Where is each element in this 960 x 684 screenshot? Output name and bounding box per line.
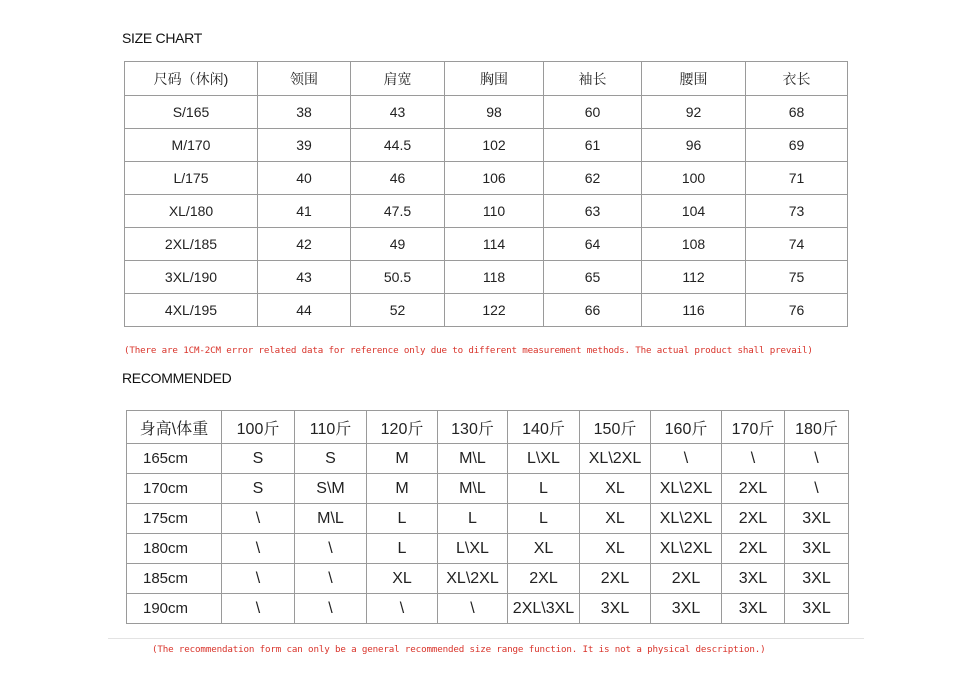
measurement-cell: 110 <box>445 195 544 228</box>
measurement-cell: 122 <box>445 294 544 327</box>
height-cell: 185cm <box>127 564 222 594</box>
weight-header: 150斤 <box>580 411 651 444</box>
recommended-size-cell: S <box>222 444 295 474</box>
measurement-cell: 50.5 <box>351 261 445 294</box>
recommended-size-cell: L <box>438 504 508 534</box>
measurement-cell: 118 <box>445 261 544 294</box>
column-header: 衣长 <box>746 62 848 96</box>
recommended-size-cell: \ <box>651 444 722 474</box>
weight-header: 160斤 <box>651 411 722 444</box>
recommended-size-cell: 2XL <box>651 564 722 594</box>
recommended-size-cell: \ <box>295 564 367 594</box>
recommended-size-cell: 3XL <box>785 504 849 534</box>
divider <box>108 638 864 639</box>
measurement-cell: 66 <box>544 294 642 327</box>
size-chart-title: SIZE CHART <box>122 30 202 46</box>
measurement-cell: 60 <box>544 96 642 129</box>
height-cell: 165cm <box>127 444 222 474</box>
weight-header: 140斤 <box>508 411 580 444</box>
weight-header: 120斤 <box>367 411 438 444</box>
recommended-size-cell: M <box>367 444 438 474</box>
measurement-cell: 62 <box>544 162 642 195</box>
recommended-size-cell: XL\2XL <box>651 534 722 564</box>
size-chart-table <box>124 61 848 327</box>
measurement-cell: 43 <box>351 96 445 129</box>
recommended-size-cell: 3XL <box>785 564 849 594</box>
measurement-cell: 64 <box>544 228 642 261</box>
recommended-size-cell: \ <box>222 534 295 564</box>
recommended-size-cell: S <box>222 474 295 504</box>
measurement-cell: 44 <box>258 294 351 327</box>
recommended-note: (The recommendation form can only be a general recommended size range function. It is not a physical description.) <box>152 644 766 655</box>
column-header: 尺码（休闲) <box>125 62 258 96</box>
size-chart-header-row <box>125 62 848 96</box>
recommended-size-cell: M\L <box>438 474 508 504</box>
recommended-size-cell: \ <box>785 444 849 474</box>
table-row <box>125 261 848 294</box>
measurement-cell: 61 <box>544 129 642 162</box>
recommended-size-cell: 3XL <box>722 594 785 624</box>
recommended-size-cell: XL <box>580 474 651 504</box>
table-row <box>127 534 849 564</box>
measurement-cell: 96 <box>642 129 746 162</box>
table-row <box>125 129 848 162</box>
measurement-cell: 108 <box>642 228 746 261</box>
recommended-size-cell: M\L <box>438 444 508 474</box>
measurement-cell: 100 <box>642 162 746 195</box>
recommended-size-cell: 2XL <box>722 534 785 564</box>
measurement-cell: 49 <box>351 228 445 261</box>
table-row <box>125 96 848 129</box>
measurement-cell: 73 <box>746 195 848 228</box>
weight-header: 130斤 <box>438 411 508 444</box>
size-label-cell: S/165 <box>125 96 258 129</box>
recommended-size-cell: XL\2XL <box>651 504 722 534</box>
column-header: 胸围 <box>445 62 544 96</box>
recommended-size-cell: M\L <box>295 504 367 534</box>
measurement-cell: 68 <box>746 96 848 129</box>
measurement-cell: 52 <box>351 294 445 327</box>
weight-header: 170斤 <box>722 411 785 444</box>
size-label-cell: XL/180 <box>125 195 258 228</box>
recommended-size-cell: L <box>367 504 438 534</box>
measurement-cell: 75 <box>746 261 848 294</box>
height-cell: 190cm <box>127 594 222 624</box>
recommended-size-cell: XL <box>580 504 651 534</box>
recommended-size-cell: \ <box>438 594 508 624</box>
recommended-header-row <box>127 411 849 444</box>
recommended-size-cell: 2XL <box>722 504 785 534</box>
recommended-size-cell: \ <box>295 534 367 564</box>
recommended-title: RECOMMENDED <box>122 370 232 386</box>
size-label-cell: 2XL/185 <box>125 228 258 261</box>
weight-header: 100斤 <box>222 411 295 444</box>
recommended-size-cell: XL\2XL <box>438 564 508 594</box>
recommended-size-cell: \ <box>222 504 295 534</box>
measurement-cell: 116 <box>642 294 746 327</box>
measurement-cell: 38 <box>258 96 351 129</box>
recommended-size-cell: L <box>367 534 438 564</box>
recommended-size-cell: 2XL <box>722 474 785 504</box>
measurement-cell: 46 <box>351 162 445 195</box>
measurement-cell: 69 <box>746 129 848 162</box>
recommended-size-cell: XL\2XL <box>580 444 651 474</box>
recommended-size-cell: S <box>295 444 367 474</box>
weight-header: 110斤 <box>295 411 367 444</box>
recommended-size-cell: 3XL <box>785 594 849 624</box>
column-header: 袖长 <box>544 62 642 96</box>
recommended-size-cell: L <box>508 474 580 504</box>
size-chart-note: (There are 1CM-2CM error related data for reference only due to different measurement methods. The actual product shall prevail) <box>124 345 813 356</box>
size-label-cell: 4XL/195 <box>125 294 258 327</box>
measurement-cell: 98 <box>445 96 544 129</box>
recommended-size-cell: S\M <box>295 474 367 504</box>
measurement-cell: 40 <box>258 162 351 195</box>
recommended-size-cell: \ <box>785 474 849 504</box>
recommended-size-cell: \ <box>222 594 295 624</box>
column-header: 领围 <box>258 62 351 96</box>
measurement-cell: 104 <box>642 195 746 228</box>
table-row <box>125 228 848 261</box>
measurement-cell: 65 <box>544 261 642 294</box>
column-header: 肩宽 <box>351 62 445 96</box>
height-cell: 170cm <box>127 474 222 504</box>
measurement-cell: 63 <box>544 195 642 228</box>
height-cell: 175cm <box>127 504 222 534</box>
recommended-size-cell: 2XL <box>580 564 651 594</box>
recommended-size-cell: 2XL\3XL <box>508 594 580 624</box>
recommended-size-cell: \ <box>295 594 367 624</box>
recommended-table <box>126 410 849 624</box>
measurement-cell: 74 <box>746 228 848 261</box>
measurement-cell: 41 <box>258 195 351 228</box>
recommended-size-cell: 3XL <box>785 534 849 564</box>
measurement-cell: 71 <box>746 162 848 195</box>
recommended-size-cell: XL\2XL <box>651 474 722 504</box>
measurement-cell: 44.5 <box>351 129 445 162</box>
measurement-cell: 92 <box>642 96 746 129</box>
table-row <box>127 504 849 534</box>
measurement-cell: 102 <box>445 129 544 162</box>
table-row <box>125 195 848 228</box>
recommended-size-cell: \ <box>722 444 785 474</box>
recommended-size-cell: M <box>367 474 438 504</box>
measurement-cell: 112 <box>642 261 746 294</box>
table-row <box>125 162 848 195</box>
recommended-size-cell: L\XL <box>438 534 508 564</box>
measurement-cell: 106 <box>445 162 544 195</box>
measurement-cell: 42 <box>258 228 351 261</box>
size-label-cell: 3XL/190 <box>125 261 258 294</box>
size-label-cell: M/170 <box>125 129 258 162</box>
measurement-cell: 39 <box>258 129 351 162</box>
recommended-size-cell: \ <box>367 594 438 624</box>
measurement-cell: 47.5 <box>351 195 445 228</box>
measurement-cell: 43 <box>258 261 351 294</box>
table-row <box>127 474 849 504</box>
recommended-size-cell: 3XL <box>651 594 722 624</box>
weight-header: 180斤 <box>785 411 849 444</box>
recommended-size-cell: 2XL <box>508 564 580 594</box>
table-row <box>127 444 849 474</box>
measurement-cell: 76 <box>746 294 848 327</box>
recommended-size-cell: L\XL <box>508 444 580 474</box>
table-row <box>125 294 848 327</box>
measurement-cell: 114 <box>445 228 544 261</box>
size-label-cell: L/175 <box>125 162 258 195</box>
table-row <box>127 564 849 594</box>
recommended-size-cell: XL <box>508 534 580 564</box>
recommended-size-cell: 3XL <box>722 564 785 594</box>
height-cell: 180cm <box>127 534 222 564</box>
recommended-size-cell: 3XL <box>580 594 651 624</box>
recommended-size-cell: \ <box>222 564 295 594</box>
recommended-size-cell: XL <box>367 564 438 594</box>
recommended-size-cell: XL <box>580 534 651 564</box>
column-header: 腰围 <box>642 62 746 96</box>
corner-header: 身高\体重 <box>127 411 222 444</box>
recommended-size-cell: L <box>508 504 580 534</box>
table-row <box>127 594 849 624</box>
